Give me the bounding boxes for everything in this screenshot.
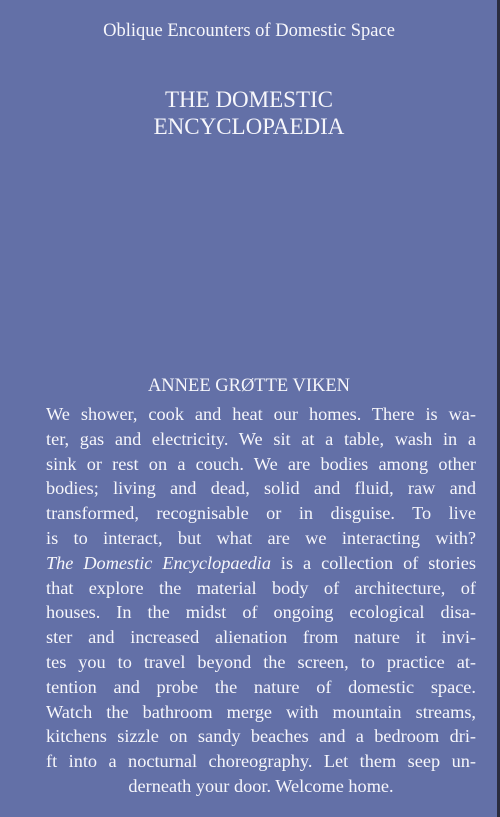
description-line: We shower, cook and heat our homes. There is wa-: [46, 404, 476, 424]
description-line: bodies; living and dead, solid and fluid, raw and: [46, 478, 476, 499]
description-line: transformed, recognisable or in disguise. To live: [46, 503, 476, 524]
description-line: ter, gas and electricity. We sit at a table, wash in a: [46, 428, 476, 449]
description-line: sink or rest on a couch. We are bodies among other: [46, 453, 476, 474]
description-line: tention and probe the nature of domestic space.: [46, 676, 476, 697]
description-line: kitchens sizzle on sandy beaches and a bedroom dri-: [46, 726, 476, 747]
description-book-title: The Domestic Encyclopaedia: [46, 552, 271, 573]
description-line: ster and increased alienation from nature it invi-: [46, 627, 476, 648]
description-line: Watch the bathroom merge with mountain streams,: [46, 701, 476, 722]
book-title-line-1: THE DOMESTIC: [164, 87, 334, 112]
book-description: [46, 402, 476, 799]
book-title-line-2: ENCYCLOPAEDIA: [153, 114, 345, 139]
author-name: ANNEE GRØTTE VIKEN: [147, 376, 351, 396]
book-title: [0, 86, 498, 140]
description-line: ft into a nocturnal choreography. Let them seep un-: [46, 751, 476, 772]
description-line: tes you to travel beyond the screen, to practice at-: [46, 651, 476, 672]
description-line: that explore the material body of architecture, of: [46, 577, 476, 598]
description-line: derneath your door. Welcome home.: [128, 775, 394, 796]
book-subtitle: Oblique Encounters of Domestic Space: [103, 21, 395, 41]
description-line: houses. In the midst of ongoing ecological disa-: [46, 602, 476, 623]
description-line-text: is a collection of stories: [280, 552, 476, 573]
description-line: is to interact, but what are we interacting with?: [46, 527, 476, 548]
description-line-with-title: [46, 551, 476, 576]
